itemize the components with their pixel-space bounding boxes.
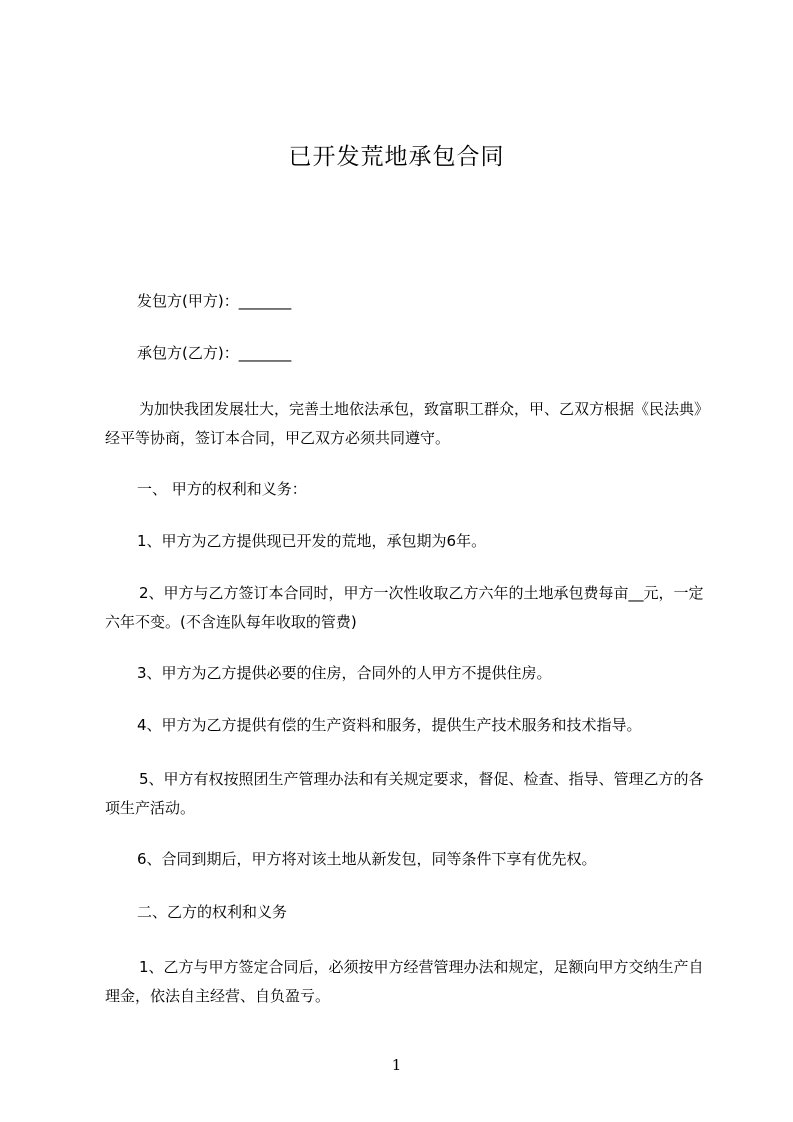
section-one-item-1: 1、甲方为乙方提供现已开发的荒地，承包期为6年。 — [137, 532, 487, 550]
party-a-line: 发包方(甲方)：_______ — [137, 292, 292, 310]
party-b-line: 承包方(乙方)：_______ — [137, 344, 292, 362]
preamble-paragraph: 为加快我团发展壮大，完善土地依法承包，致富职工群众，甲、乙双方根据《民法典》经平等协商，签订本合同，甲乙双方必须共同遵守。 — [105, 400, 710, 447]
section-one-item-2: 2、甲方与乙方签订本合同时，甲方一次性收取乙方六年的土地承包费每亩__元，一定六年不变。(不含连队每年收取的管费) — [105, 584, 704, 631]
section-one-item-4: 4、甲方为乙方提供有偿的生产资料和服务，提供生产技术服务和技术指导。 — [137, 716, 642, 734]
section-one-item-3: 3、甲方为乙方提供必要的住房，合同外的人甲方不提供住房。 — [137, 664, 552, 682]
section-one-heading: 一、 甲方的权利和义务： — [137, 480, 307, 498]
section-two-item-1: 1、乙方与甲方签定合同后，必须按甲方经营管理办法和规定，足额向甲方交纳生产自理金，依法自主经营、自负盈亏。 — [105, 958, 704, 1005]
section-one-item-6: 6、合同到期后，甲方将对该土地从新发包，同等条件下享有优先权。 — [137, 850, 597, 868]
document-title: 已开发荒地承包合同 — [288, 144, 505, 170]
section-one-item-5: 5、甲方有权按照团生产管理办法和有关规定要求，督促、检查、指导、管理乙方的各项生产活动。 — [105, 770, 704, 817]
page-number: 1 — [391, 1056, 402, 1074]
section-two-heading: 二、乙方的权利和义务 — [137, 903, 288, 921]
